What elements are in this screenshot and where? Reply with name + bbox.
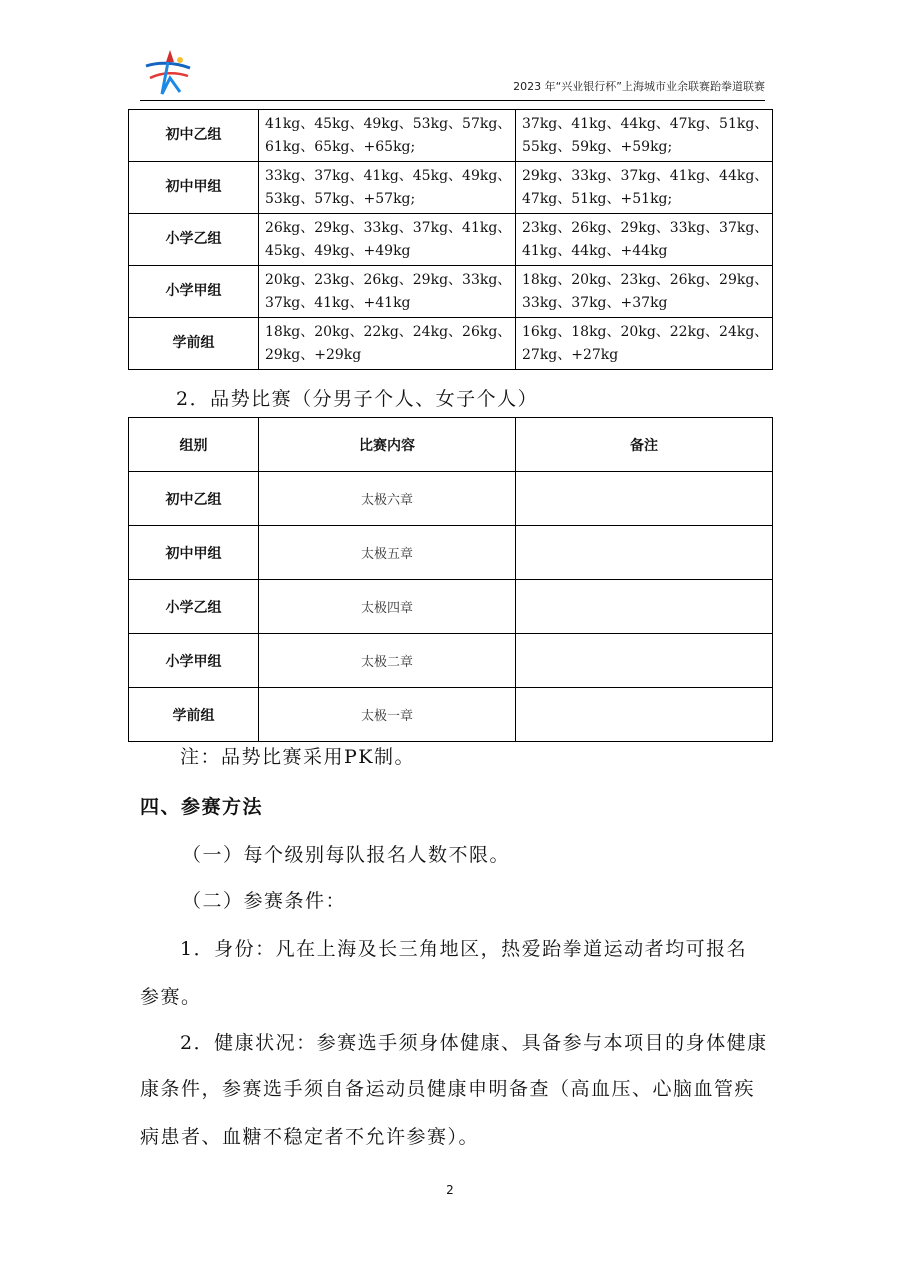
poomsae-table — [128, 417, 773, 742]
weight-line: 47kg、51kg、+51kg; — [522, 190, 673, 207]
header-title: 2023 年“兴业银行杯”上海城市业余联赛跆拳道联赛 — [513, 80, 765, 93]
weight-line: 33kg、37kg、41kg、45kg、49kg、 — [265, 167, 512, 184]
weight-line: 26kg、29kg、33kg、37kg、41kg、 — [265, 219, 512, 236]
sparring-weight-table — [128, 109, 773, 370]
group-cell: 学前组 — [129, 318, 259, 370]
header-content: 比赛内容 — [259, 418, 516, 472]
content-cell: 太极四章 — [259, 580, 516, 634]
weight-line: 20kg、23kg、26kg、29kg、33kg、 — [265, 271, 512, 288]
weight-line: 29kg、+29kg — [265, 346, 362, 363]
page-number: 2 — [446, 1183, 454, 1197]
identity-line-2: 参赛。 — [140, 986, 202, 1008]
health-line-2: 康条件，参赛选手须自备运动员健康申明备查（高血压、心脑血管疾 — [140, 1078, 756, 1100]
table-row — [129, 110, 773, 162]
female-weights-cell — [516, 266, 773, 318]
poomsae-note: 注：品势比赛采用PK制。 — [180, 746, 415, 768]
table-row — [129, 162, 773, 214]
table-row — [129, 526, 773, 580]
weight-line: 37kg、41kg、+41kg — [265, 294, 411, 311]
weight-line: 27kg、+27kg — [522, 346, 619, 363]
content-cell: 太极六章 — [259, 472, 516, 526]
group-cell: 初中乙组 — [129, 472, 259, 526]
note-cell — [516, 688, 773, 742]
health-line-1: 2．健康状况：参赛选手须身体健康、具备参与本项目的身体健康 — [180, 1032, 768, 1054]
weight-line: 18kg、20kg、22kg、24kg、26kg、 — [265, 323, 512, 340]
male-weights-cell — [259, 162, 516, 214]
female-weights-cell — [516, 214, 773, 266]
weight-line: 41kg、44kg、+44kg — [522, 242, 668, 259]
group-cell: 小学甲组 — [129, 634, 259, 688]
league-logo-icon — [140, 48, 196, 98]
weight-line: 41kg、45kg、49kg、53kg、57kg、 — [265, 115, 512, 132]
note-cell — [516, 634, 773, 688]
male-weights-cell — [259, 110, 516, 162]
weight-line: 61kg、65kg、+65kg; — [265, 138, 416, 155]
note-cell — [516, 526, 773, 580]
weight-line: 18kg、20kg、23kg、26kg、29kg、 — [522, 271, 769, 288]
weight-line: 29kg、33kg、37kg、41kg、44kg、 — [522, 167, 769, 184]
content-cell: 太极一章 — [259, 688, 516, 742]
content-cell: 太极二章 — [259, 634, 516, 688]
group-cell: 学前组 — [129, 688, 259, 742]
group-cell: 初中乙组 — [129, 110, 259, 162]
weight-line: 16kg、18kg、20kg、22kg、24kg、 — [522, 323, 769, 340]
content-cell: 太极五章 — [259, 526, 516, 580]
note-cell — [516, 472, 773, 526]
female-weights-cell — [516, 162, 773, 214]
weight-line: 23kg、26kg、29kg、33kg、37kg、 — [522, 219, 769, 236]
female-weights-cell — [516, 318, 773, 370]
table-row — [129, 472, 773, 526]
identity-line-1: 1．身份：凡在上海及长三角地区，热爱跆拳道运动者均可报名 — [180, 938, 748, 960]
table-row — [129, 688, 773, 742]
weight-line: 37kg、41kg、44kg、47kg、51kg、 — [522, 115, 769, 132]
table-row — [129, 214, 773, 266]
table-row — [129, 580, 773, 634]
poomsae-heading: 2．品势比赛（分男子个人、女子个人） — [176, 388, 539, 410]
group-cell: 小学乙组 — [129, 214, 259, 266]
group-cell: 小学乙组 — [129, 580, 259, 634]
note-cell — [516, 580, 773, 634]
weight-line: 55kg、59kg、+59kg; — [522, 138, 673, 155]
group-cell: 初中甲组 — [129, 162, 259, 214]
male-weights-cell — [259, 214, 516, 266]
health-line-3: 病患者、血糖不稳定者不允许参赛）。 — [140, 1126, 480, 1148]
table-row — [129, 266, 773, 318]
group-cell: 小学甲组 — [129, 266, 259, 318]
weight-line: 53kg、57kg、+57kg; — [265, 190, 416, 207]
header-group: 组别 — [129, 418, 259, 472]
table-row — [129, 634, 773, 688]
page-header — [140, 44, 765, 101]
header-note: 备注 — [516, 418, 773, 472]
weight-line: 33kg、37kg、+37kg — [522, 294, 668, 311]
male-weights-cell — [259, 318, 516, 370]
item-team-limit: （一）每个级别每队报名人数不限。 — [182, 844, 511, 866]
male-weights-cell — [259, 266, 516, 318]
female-weights-cell — [516, 110, 773, 162]
group-cell: 初中甲组 — [129, 526, 259, 580]
weight-line: 45kg、49kg、+49kg — [265, 242, 411, 259]
table-row — [129, 318, 773, 370]
item-conditions: （二）参赛条件： — [182, 890, 347, 912]
section-heading: 四、参赛方法 — [140, 796, 264, 818]
